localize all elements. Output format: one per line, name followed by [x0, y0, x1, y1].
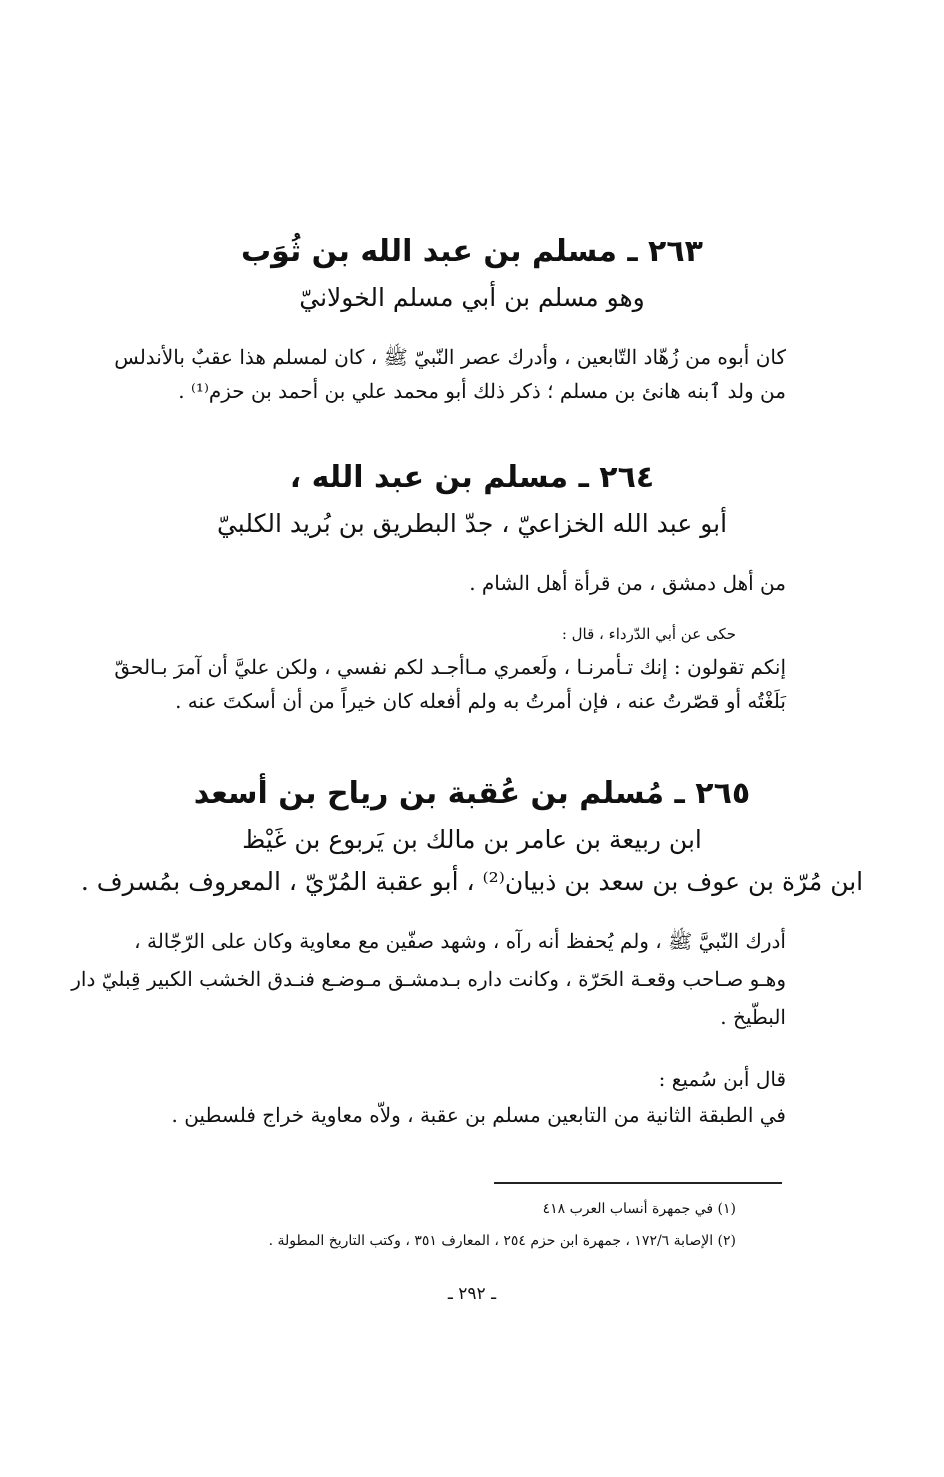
page-number: ـ ٢٩٢ ـ [447, 1284, 497, 1304]
entry-subtitle: ابن مُرّة بن عوف بن سعد بن ذبيان⁽²⁾ ، أبو عقبة المُرّيّ ، المعروف بمُسرف . [80, 867, 864, 896]
paragraph-line: من ولد ٱبنه هانئ بن مسلم ؛ ذكر ذلك أبو محمد علي بن أحمد بن حزم⁽¹⁾ . [178, 379, 786, 403]
entry-heading: ٢٦٥ ـ مُسلم بن عُقبة بن رياح بن أسعد [193, 776, 751, 811]
entry-subtitle: ابن ربيعة بن عامر بن مالك بن يَربوع بن غَيْظ [242, 825, 702, 854]
paragraph-line: البطّيخ . [720, 1005, 786, 1029]
footnote: (١) في جمهرة أنساب العرب ٤١٨ [542, 1201, 736, 1217]
paragraph-line: وهـو صـاحب وقعـة الحَرّة ، وكانت داره بـدمشـق مـوضـع فنـدق الخشب الكبير قِبليّ دار [71, 967, 786, 991]
source-text: في الطبقة الثانية من التابعين مسلم بن عقبة ، ولاّه معاوية خراج فلسطين . [171, 1103, 786, 1127]
entry-subtitle: وهو مسلم بن أبي مسلم الخولانيّ [299, 283, 645, 312]
quote-line: إنكم تقولون : إنك تـأمرنـا ، ولَعمري مـاأجـد لكم نفسي ، ولكن عليَّ أن آمرَ بـالحقّ [114, 655, 786, 679]
footnote: (٢) الإصابة ١٧٢/٦ ، جمهرة ابن حزم ٢٥٤ ، المعارف ٣٥١ ، وكتب التاريخ المطولة . [268, 1233, 736, 1249]
origin-line: من أهل دمشق ، من قرأة أهل الشام . [469, 571, 786, 595]
paragraph-line: أدرك النّبيَّ ﷺ ، ولم يُحفظ أنه رآه ، وشهد صفّين مع معاوية وكان على الرّجّالة ، [134, 929, 786, 953]
footnote-divider [494, 1182, 782, 1184]
paragraph-line: كان أبوه من زُهّاد التّابعين ، وأدرك عصر النّبيّ ﷺ ، كان لمسلم هذا عقبٌ بالأندلس [114, 345, 786, 369]
entry-heading: ٢٦٣ ـ مسلم بن عبد الله بن ثُوَب [241, 234, 703, 269]
entry-heading: ٢٦٤ ـ مسلم بن عبد الله ، [289, 460, 655, 495]
narration-intro: حكى عن أبي الدّرداء ، قال : [561, 625, 736, 643]
quote-line: بَلَغْتُه أو قصّرتُ عنه ، فإن أمرتُ به ولم أفعله كان خيراً من أن أسكتَ عنه . [175, 689, 786, 713]
entry-subtitle: أبو عبد الله الخزاعيّ ، جدّ البطريق بن بُريد الكلبيّ [216, 509, 728, 538]
source-intro: قال أبن سُميع : [658, 1067, 786, 1091]
